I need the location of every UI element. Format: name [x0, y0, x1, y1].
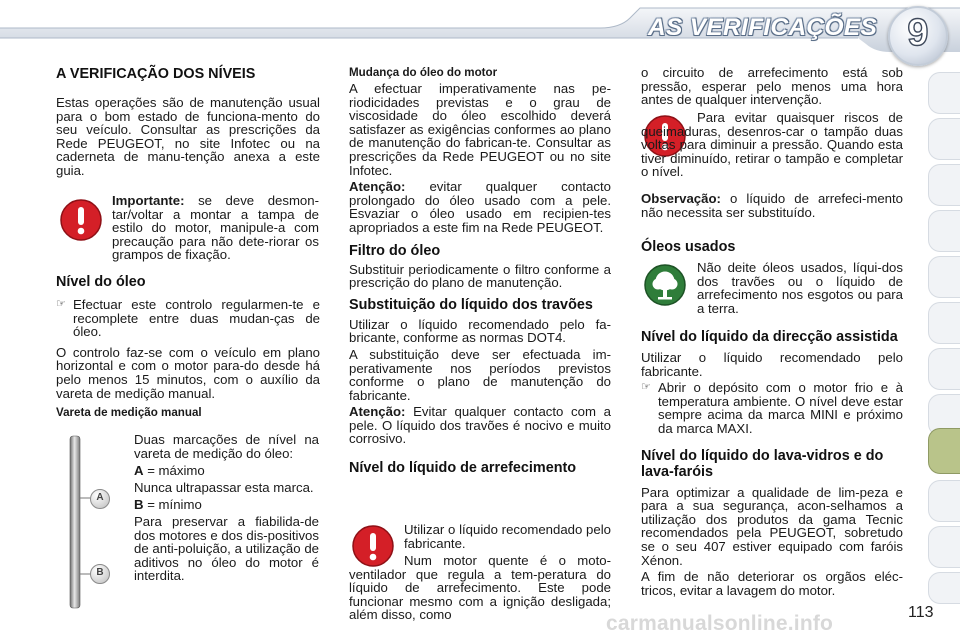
- chapter-tab-7[interactable]: [928, 348, 960, 390]
- chapter-tab-6[interactable]: [928, 302, 960, 344]
- column-1: [56, 66, 320, 178]
- oil-filter-text: Substituir periodicamente o filtro conforme a prescrição do plano de manutenção.: [349, 261, 611, 291]
- section-title-level-check: A VERIFICAÇÃO DOS NÍVEIS: [56, 66, 256, 82]
- hand-pointer-icon: ☞: [641, 381, 651, 394]
- coolant-continuation: o circuito de arrefecimento está sob pressão, esperar pelo menos uma hora antes de qualquer intervenção.: [641, 65, 903, 108]
- warning-icon: [59, 198, 103, 242]
- washer-text-2: A fim de não deteriorar os orgãos eléc-tricos, evitar a lavagem do motor.: [641, 569, 903, 598]
- chapter-tab-5[interactable]: [928, 256, 960, 298]
- steering-section: [641, 329, 903, 597]
- mark-b-line: B = mínimo: [134, 497, 202, 513]
- section-title-washer: Nível do líquido do lava-vidros e do lava-faróis: [641, 447, 884, 480]
- section-title-power-steering: Nível do líquido da direcção assistida: [641, 329, 898, 345]
- washer-text-1: Para optimizar a qualidade de lim-peza e para a sua segurança, acon-selhamos a utilização dos produtos da gama Tecnic recomendados pela PEUGEOT, sobretudo se o seu 407 estiver equipado com faróis Xénon.: [641, 484, 903, 568]
- attention-oil: Atenção: evitar qualquer contacto prolongado do óleo usado com a pele. Esvaziar o óleo usado em recipien-tes apropriados a este fim na Rede PEUGEOT.: [349, 179, 611, 235]
- section-title-coolant: Nível do líquido de arrefecimento: [349, 460, 577, 477]
- chapter-tab-2[interactable]: [928, 118, 960, 160]
- burn-warning-text: Para evitar quaisquer riscos de queimaduras, desenros-car o tampão duas voltas para diminuir a pressão. Quando esta tiver diminuído, retirar o tampão e completar o nível.: [641, 110, 903, 180]
- dipstick-text: Duas marcações de nível na vareta de medição do óleo:: [134, 432, 319, 461]
- chapter-title: AS VERIFICAÇÕES: [648, 14, 878, 41]
- mark-b-label: B: [96, 567, 104, 578]
- hand-pointer-icon: ☞: [56, 298, 66, 310]
- brake-text-2: A substituição deve ser efectuada im-perativamente nos períodos previstos conforme o plano de manutenção do fabricante.: [349, 346, 611, 403]
- steering-text: Utilizar o líquido recomendado pelo fabricante.: [641, 350, 903, 379]
- observation: Observação: o líquido de arrefeci-mento não necessita ser substituído.: [641, 191, 903, 220]
- oil-level-section: [56, 274, 320, 420]
- chapter-tab-10[interactable]: [928, 480, 960, 522]
- oil-change-text: A efectuar imperativamente nas pe-riodicidades previstas e o grau de viscosidade do óleo escolhido deverá satisfazer as exigências conformes ao plano de manutenção do fabrican-te. Consultar as prescrições da Rede PEUGEOT ou no site Infotec.: [349, 81, 611, 178]
- mark-b-note: Para preservar a fiabilida-de dos motores e dos dis-positivos de anti-poluição, a utilização de aditivos no óleo do motor é interdita.: [134, 513, 319, 584]
- section-title-brake-fluid: Substituição do líquido dos travões: [349, 296, 593, 313]
- chapter-tab-4[interactable]: [928, 210, 960, 252]
- dipstick-title: Vareta de medição manual: [56, 406, 202, 420]
- column-2: [349, 66, 611, 476]
- oil-change-title: Mudança do óleo do motor: [349, 66, 498, 79]
- oil-level-paragraph: O controlo faz-se com o veículo em plano horizontal e com o motor para-do desde há pelo menos 15 minutos, com o auxílio da vareta de medição manual.: [56, 344, 320, 401]
- important-note: [112, 194, 319, 262]
- steering-bullet: ☞ Abrir o depósito com o motor frio e à temperatura ambiente. O nível deve estar sempre acima da marca MINI e próximo da marca MAXI.: [641, 380, 903, 436]
- important-label: Importante:: [112, 193, 185, 208]
- section-title-oil-filter: Filtro do óleo: [349, 242, 441, 259]
- column-3: [641, 66, 903, 107]
- mark-a-note: Nunca ultrapassar esta marca.: [134, 479, 314, 495]
- chapter-tab-1[interactable]: [928, 72, 960, 114]
- dipstick-text-block: [134, 433, 319, 583]
- coolant-text-block: [404, 523, 611, 553]
- attention-brake: Atenção: Evitar qualquer contacto com a pele. O líquido dos travões é nocivo e muito corrosivo.: [349, 404, 611, 447]
- mark-a-label: A: [96, 492, 104, 503]
- chapter-number: 9: [907, 12, 929, 54]
- coolant-text-2: Num motor quente é o moto-ventilador que regula a tem-peratura do líquido de arrefecimento. Este pode funcionar mesmo com a ignição desligada; além disso, como: [349, 553, 611, 623]
- used-oils-text: Não deite óleos usados, líqui-dos dos travões ou o líquido de arrefecimento nos esgotos ou para a terra.: [697, 260, 903, 316]
- page-number: 113: [908, 604, 934, 621]
- chapter-tab-3[interactable]: [928, 164, 960, 206]
- coolant-text-1: Utilizar o líquido recomendado pelo fabricante.: [404, 522, 611, 551]
- section-title-oil-level: Nível do óleo: [56, 274, 146, 290]
- section-title-used-oils: Óleos usados: [641, 239, 736, 255]
- chapter-tab-12[interactable]: [928, 572, 960, 604]
- environment-tree-icon: [643, 263, 687, 307]
- dipstick-illustration: [64, 432, 122, 610]
- chapter-tab-11[interactable]: [928, 526, 960, 568]
- oil-level-bullet: ☞ Efectuar este controlo regularmen-te e recomplete entre duas mudan-ças de óleo.: [56, 297, 320, 340]
- chapter-tab-9-active[interactable]: [928, 428, 960, 474]
- intro-paragraph: Estas operações são de manutenção usual para o bom estado de funciona-mento do seu veículo. Consultar as prescrições da Rede PEUGEOT, no site Infotec ou na caderneta de manu-tenção anexa a este guia.: [56, 95, 320, 178]
- watermark: carmanualsonline.info: [606, 612, 834, 635]
- important-text: se deve desmon-tar/voltar a montar a tampa de estilo do motor, manipule-a com precaução para não dete-riorar os grampos de fixação.: [112, 193, 319, 263]
- brake-text-1: Utilizar o líquido recomendado pelo fa-bricante, conforme as normas DOT4.: [349, 316, 611, 346]
- mark-a-line: A = máximo: [134, 463, 205, 479]
